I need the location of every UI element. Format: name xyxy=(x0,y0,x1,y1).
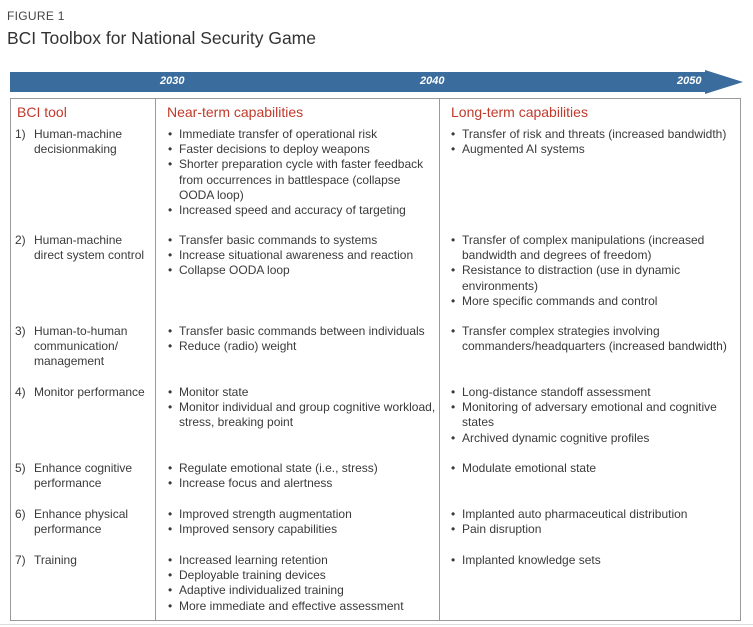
bci-tool-name: Human-machine decisionmaking xyxy=(34,127,123,157)
long-term-list xyxy=(450,507,738,537)
near-term-list xyxy=(167,553,437,614)
row-number: 7) xyxy=(15,553,26,567)
list-item: • Increased speed and accuracy of targeting xyxy=(167,203,437,218)
near-term-list xyxy=(167,324,437,354)
row-number: 1) xyxy=(15,127,26,141)
near-term-list xyxy=(167,127,437,218)
list-item: • Increase focus and alertness xyxy=(167,476,437,491)
figure-title: BCI Toolbox for National Security Game xyxy=(7,28,316,48)
list-item: • Increase situational awareness and reaction xyxy=(167,248,437,263)
list-item: • Monitoring of adversary emotional and cognitive states xyxy=(450,400,738,430)
list-item: • Modulate emotional state xyxy=(450,461,738,476)
list-item: • Reduce (radio) weight xyxy=(167,339,437,354)
row-number: 3) xyxy=(15,324,26,338)
timeline-year-2040: 2040 xyxy=(420,75,445,87)
list-item: • Implanted knowledge sets xyxy=(450,553,738,568)
list-item: • Regulate emotional state (i.e., stress) xyxy=(167,461,437,476)
list-item: • Transfer of complex manipulations (increased bandwidth and degrees of freedom) xyxy=(450,233,738,263)
column-divider xyxy=(439,99,440,620)
list-item: • Monitor state xyxy=(167,385,437,400)
bci-tool-name: Enhance cognitive performance xyxy=(34,461,133,491)
list-item: • Implanted auto pharmaceutical distribution xyxy=(450,507,738,522)
list-item: • Increased learning retention xyxy=(167,553,437,568)
list-item: • Improved sensory capabilities xyxy=(167,522,437,537)
timeline-year-2030: 2030 xyxy=(160,75,185,87)
list-item: • Augmented AI systems xyxy=(450,142,738,157)
near-term-list xyxy=(167,461,437,491)
long-term-list xyxy=(450,127,738,157)
bci-tool-name: Enhance physical performance xyxy=(34,507,129,537)
bci-tool-name: Monitor performance xyxy=(34,385,145,399)
column-divider xyxy=(155,99,156,620)
row-number: 4) xyxy=(15,385,26,399)
list-item: • Archived dynamic cognitive profiles xyxy=(450,431,738,446)
long-term-list xyxy=(450,324,738,354)
list-item: • Collapse OODA loop xyxy=(167,263,437,278)
list-item: • Deployable training devices xyxy=(167,568,437,583)
list-item: • More specific commands and control xyxy=(450,294,738,309)
list-item: • Transfer of risk and threats (increased bandwidth) xyxy=(450,127,738,142)
figure-label: FIGURE 1 xyxy=(7,9,65,23)
list-item: • Faster decisions to deploy weapons xyxy=(167,142,437,157)
list-item: • Pain disruption xyxy=(450,522,738,537)
long-term-list xyxy=(450,461,738,476)
bottom-rule xyxy=(0,624,753,625)
list-item: • Improved strength augmentation xyxy=(167,507,437,522)
near-term-list xyxy=(167,233,437,279)
list-item: • Immediate transfer of operational risk xyxy=(167,127,437,142)
bci-tool-name: Human-to-human communication/ management xyxy=(34,324,128,369)
row-number: 6) xyxy=(15,507,26,521)
bci-tool-name: Human-machine direct system control xyxy=(34,233,145,263)
list-item: • Resistance to distraction (use in dynamic environments) xyxy=(450,263,738,293)
row-number: 5) xyxy=(15,461,26,475)
bci-tool-name: Training xyxy=(34,553,77,567)
header-long-term: Long-term capabilities xyxy=(451,104,588,120)
list-item: • Adaptive individualized training xyxy=(167,583,437,598)
list-item: • Transfer basic commands to systems xyxy=(167,233,437,248)
timeline-arrow-shape xyxy=(10,70,743,94)
header-bci-tool: BCI tool xyxy=(17,104,67,120)
long-term-list xyxy=(450,233,738,309)
near-term-list xyxy=(167,385,437,431)
list-item: • More immediate and effective assessment xyxy=(167,599,437,614)
list-item: • Transfer complex strategies involving commanders/headquarters (increased bandwidth) xyxy=(450,324,738,354)
timeline-year-2050: 2050 xyxy=(677,75,702,87)
long-term-list xyxy=(450,385,738,446)
long-term-list xyxy=(450,553,738,568)
list-item: • Monitor individual and group cognitive workload, stress, breaking point xyxy=(167,400,437,430)
row-number: 2) xyxy=(15,233,26,247)
list-item: • Shorter preparation cycle with faster feedback from occurrences in battlespace (collapse OODA loop) xyxy=(167,157,437,203)
capabilities-table xyxy=(10,98,741,621)
list-item: • Transfer basic commands between individuals xyxy=(167,324,437,339)
near-term-list xyxy=(167,507,437,537)
timeline-arrow xyxy=(10,70,743,94)
list-item: • Long-distance standoff assessment xyxy=(450,385,738,400)
header-near-term: Near-term capabilities xyxy=(167,104,304,120)
